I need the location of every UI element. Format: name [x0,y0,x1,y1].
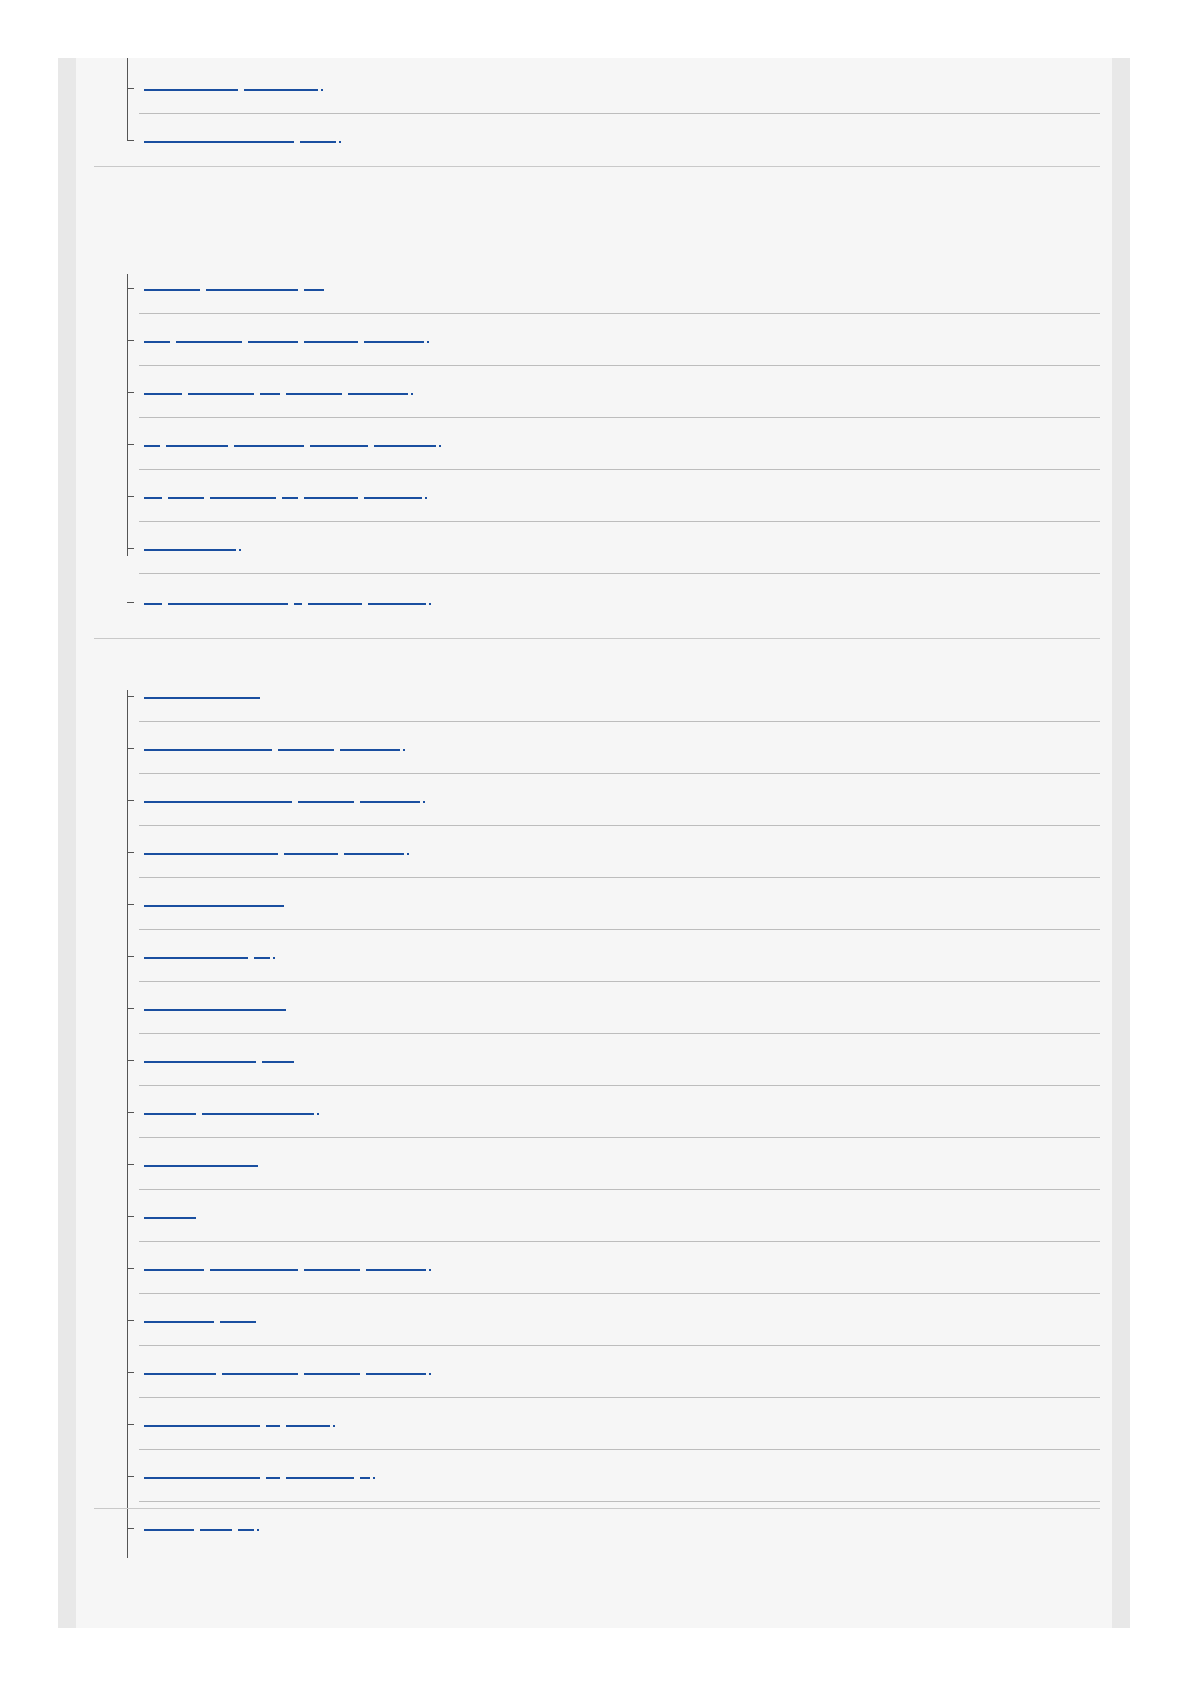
toc-item-link[interactable] [144,1317,262,1323]
tree-branch [127,696,134,697]
toc-section-3 [94,638,1100,1578]
toc-item-link[interactable] [144,1421,335,1427]
toc-item-link[interactable] [144,337,429,343]
tree-branch [127,288,134,289]
toc-item-link[interactable] [144,285,330,291]
tree-branch [127,904,134,905]
toc-item[interactable] [127,114,1100,166]
toc-item[interactable] [127,1450,1100,1502]
toc-item-link[interactable] [144,953,275,959]
tree-branch [127,1372,134,1373]
toc-item[interactable] [127,1138,1100,1190]
toc-item-link[interactable] [144,849,409,855]
toc-item-link[interactable] [144,1057,300,1063]
toc-item[interactable] [127,574,1100,604]
toc-item[interactable] [127,722,1100,774]
toc-section-2 [94,216,1100,586]
tree-branch [127,748,134,749]
tree-branch [127,800,134,801]
tree-branch [127,340,134,341]
tree-branch [127,1528,134,1529]
toc-item-link[interactable] [144,1161,264,1167]
toc-item[interactable] [127,930,1100,982]
toc-item-link[interactable] [144,797,425,803]
toc-item[interactable] [127,522,1100,574]
tree-branch [127,1424,134,1425]
toc-item-link[interactable] [144,85,323,91]
tree-branch [127,1008,134,1009]
tree-branch [127,444,134,445]
toc-item[interactable] [127,1294,1100,1346]
tree-branch [127,140,134,141]
toc-content [76,58,1112,1628]
tree-branch [127,602,134,603]
toc-item-link[interactable] [144,599,431,605]
toc-item[interactable] [127,62,1100,114]
tree-branch [127,956,134,957]
tree-branch [127,88,134,89]
toc-section-1 [94,58,1100,168]
tree-branch [127,548,134,549]
toc-item-link[interactable] [144,545,241,551]
toc-item-link[interactable] [144,901,290,907]
tree-branch [127,1268,134,1269]
toc-item-link[interactable] [144,493,427,499]
section-rule [94,1508,1100,1509]
tree-branch [127,1060,134,1061]
toc-item[interactable] [127,366,1100,418]
toc-item-link[interactable] [144,1525,259,1531]
toc-item-link[interactable] [144,389,413,395]
toc-item-link[interactable] [144,693,266,699]
toc-item[interactable] [127,1502,1100,1554]
toc-item[interactable] [127,1398,1100,1450]
tree-branch [127,1112,134,1113]
tree-branch [127,1164,134,1165]
toc-item-link[interactable] [144,1005,292,1011]
toc-item[interactable] [127,1034,1100,1086]
toc-item[interactable] [127,1242,1100,1294]
toc-item-link[interactable] [144,1213,202,1219]
tree-branch [127,496,134,497]
toc-item[interactable] [127,982,1100,1034]
toc-item[interactable] [127,470,1100,522]
toc-item[interactable] [127,1190,1100,1242]
toc-item[interactable] [127,1086,1100,1138]
tree-branch [127,1216,134,1217]
toc-item[interactable] [127,314,1100,366]
toc-item[interactable] [127,418,1100,470]
toc-item-link[interactable] [144,1369,431,1375]
toc-item[interactable] [127,262,1100,314]
toc-item-link[interactable] [144,745,405,751]
toc-item[interactable] [127,774,1100,826]
toc-item-link[interactable] [144,1265,431,1271]
tree-branch [127,1476,134,1477]
toc-item[interactable] [127,878,1100,930]
toc-item[interactable] [127,670,1100,722]
toc-item-link[interactable] [144,137,341,143]
section-rule [94,166,1100,167]
toc-item-link[interactable] [144,1109,319,1115]
toc-item[interactable] [127,1346,1100,1398]
tree-branch [127,392,134,393]
tree-branch [127,852,134,853]
toc-item-link[interactable] [144,441,441,447]
toc-item[interactable] [127,826,1100,878]
toc-item-link[interactable] [144,1473,375,1479]
document-page [58,58,1130,1628]
tree-branch [127,1320,134,1321]
